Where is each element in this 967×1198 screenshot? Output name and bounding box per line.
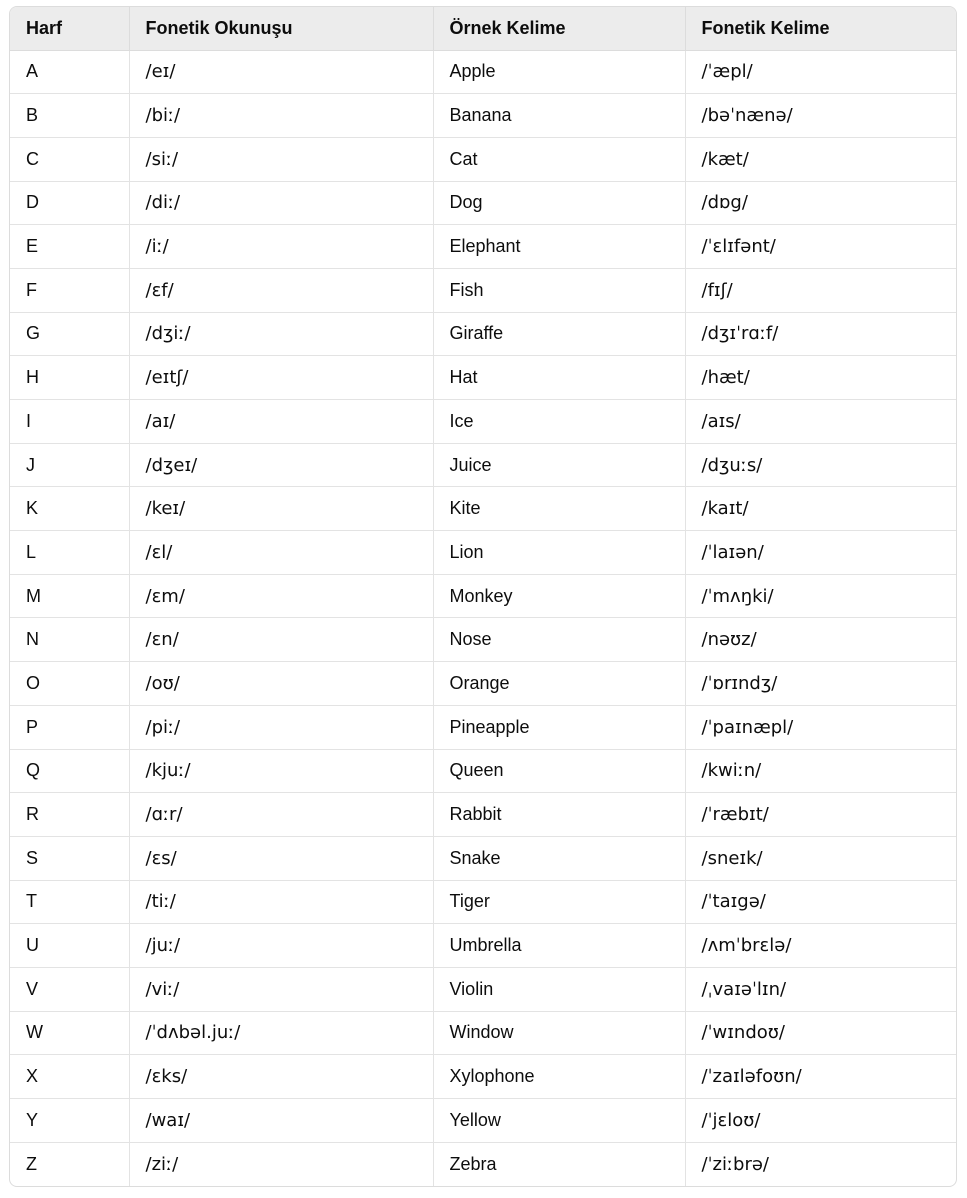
letter-cell: T bbox=[10, 880, 129, 924]
letter-phonetic-cell: /iː/ bbox=[129, 225, 433, 269]
word-phonetic-cell: /hæt/ bbox=[685, 356, 956, 400]
letter-cell: Y bbox=[10, 1099, 129, 1143]
header-row bbox=[10, 7, 956, 50]
word-phonetic-cell: /dʒuːs/ bbox=[685, 443, 956, 487]
table-row bbox=[10, 1011, 956, 1055]
example-word-cell: Zebra bbox=[433, 1142, 685, 1186]
letter-phonetic-cell: /tiː/ bbox=[129, 880, 433, 924]
letter-phonetic-cell: /waɪ/ bbox=[129, 1099, 433, 1143]
letter-cell: Z bbox=[10, 1142, 129, 1186]
letter-phonetic-cell: /dʒeɪ/ bbox=[129, 443, 433, 487]
table-row bbox=[10, 268, 956, 312]
letter-cell: Q bbox=[10, 749, 129, 793]
table-row bbox=[10, 705, 956, 749]
table-row bbox=[10, 1099, 956, 1143]
letter-cell: J bbox=[10, 443, 129, 487]
letter-phonetic-cell: /eɪ/ bbox=[129, 50, 433, 94]
header-ornek-kelime: Örnek Kelime bbox=[433, 7, 685, 50]
example-word-cell: Dog bbox=[433, 181, 685, 225]
letter-cell: H bbox=[10, 356, 129, 400]
example-word-cell: Hat bbox=[433, 356, 685, 400]
letter-cell: M bbox=[10, 574, 129, 618]
letter-phonetic-cell: /biː/ bbox=[129, 94, 433, 138]
word-phonetic-cell: /kwiːn/ bbox=[685, 749, 956, 793]
word-phonetic-cell: /dʒɪˈrɑːf/ bbox=[685, 312, 956, 356]
letter-phonetic-cell: /eɪtʃ/ bbox=[129, 356, 433, 400]
letter-cell: K bbox=[10, 487, 129, 531]
letter-cell: C bbox=[10, 137, 129, 181]
letter-cell: V bbox=[10, 967, 129, 1011]
example-word-cell: Lion bbox=[433, 531, 685, 575]
letter-cell: N bbox=[10, 618, 129, 662]
header-fonetik-kelime: Fonetik Kelime bbox=[685, 7, 956, 50]
example-word-cell: Apple bbox=[433, 50, 685, 94]
table-header bbox=[10, 7, 956, 50]
example-word-cell: Giraffe bbox=[433, 312, 685, 356]
example-word-cell: Kite bbox=[433, 487, 685, 531]
letter-cell: B bbox=[10, 94, 129, 138]
table-row bbox=[10, 836, 956, 880]
word-phonetic-cell: /ˈræbɪt/ bbox=[685, 793, 956, 837]
letter-phonetic-cell: /piː/ bbox=[129, 705, 433, 749]
example-word-cell: Nose bbox=[433, 618, 685, 662]
letter-phonetic-cell: /ɛn/ bbox=[129, 618, 433, 662]
table-row bbox=[10, 1055, 956, 1099]
table-row bbox=[10, 181, 956, 225]
table-row bbox=[10, 880, 956, 924]
table-row bbox=[10, 618, 956, 662]
alphabet-table-container bbox=[9, 6, 957, 1187]
word-phonetic-cell: /fɪʃ/ bbox=[685, 268, 956, 312]
letter-phonetic-cell: /ɛs/ bbox=[129, 836, 433, 880]
word-phonetic-cell: /sneɪk/ bbox=[685, 836, 956, 880]
example-word-cell: Monkey bbox=[433, 574, 685, 618]
table-row bbox=[10, 312, 956, 356]
word-phonetic-cell: /ˈɛlɪfənt/ bbox=[685, 225, 956, 269]
word-phonetic-cell: /kaɪt/ bbox=[685, 487, 956, 531]
header-harf: Harf bbox=[10, 7, 129, 50]
example-word-cell: Queen bbox=[433, 749, 685, 793]
table-row bbox=[10, 967, 956, 1011]
letter-cell: F bbox=[10, 268, 129, 312]
example-word-cell: Fish bbox=[433, 268, 685, 312]
letter-phonetic-cell: /dʒiː/ bbox=[129, 312, 433, 356]
example-word-cell: Cat bbox=[433, 137, 685, 181]
table-row bbox=[10, 574, 956, 618]
letter-phonetic-cell: /ɛm/ bbox=[129, 574, 433, 618]
table-row bbox=[10, 94, 956, 138]
word-phonetic-cell: /ˈtaɪgə/ bbox=[685, 880, 956, 924]
word-phonetic-cell: /ˈziːbrə/ bbox=[701, 1153, 769, 1175]
word-phonetic-cell: /ˈpaɪnæpl/ bbox=[685, 705, 956, 749]
table-row bbox=[10, 531, 956, 575]
example-word-cell: Elephant bbox=[433, 225, 685, 269]
letter-cell: X bbox=[10, 1055, 129, 1099]
letter-cell: R bbox=[10, 793, 129, 837]
example-word-cell: Yellow bbox=[433, 1099, 685, 1143]
word-phonetic-cell: /dɒg/ bbox=[685, 181, 956, 225]
table-row bbox=[10, 137, 956, 181]
letter-phonetic-cell: /oʊ/ bbox=[129, 662, 433, 706]
example-word-cell: Xylophone bbox=[433, 1055, 685, 1099]
letter-cell: D bbox=[10, 181, 129, 225]
word-phonetic-cell: /bəˈnænə/ bbox=[685, 94, 956, 138]
table-row bbox=[10, 793, 956, 837]
table-row bbox=[10, 662, 956, 706]
alphabet-phonetic-table bbox=[10, 7, 956, 1186]
example-word-cell: Ice bbox=[433, 400, 685, 444]
letter-phonetic-cell: /ɛks/ bbox=[129, 1055, 433, 1099]
word-phonetic-cell: /ʌmˈbrɛlə/ bbox=[685, 924, 956, 968]
word-phonetic-cell: /aɪs/ bbox=[685, 400, 956, 444]
letter-cell: P bbox=[10, 705, 129, 749]
letter-phonetic-cell: /ziː/ bbox=[129, 1142, 433, 1186]
example-word-cell: Umbrella bbox=[433, 924, 685, 968]
letter-phonetic-cell: /ˈdʌbəl.juː/ bbox=[129, 1011, 433, 1055]
example-word-cell: Juice bbox=[433, 443, 685, 487]
word-phonetic-cell: /ˈzaɪləfoʊn/ bbox=[685, 1055, 956, 1099]
table-row bbox=[10, 749, 956, 793]
header-fonetik-okunusu: Fonetik Okunuşu bbox=[129, 7, 433, 50]
word-phonetic-cell: /ˈjɛloʊ/ bbox=[685, 1099, 956, 1143]
word-phonetic-cell: /ˈæpl/ bbox=[685, 50, 956, 94]
table-row bbox=[10, 400, 956, 444]
table-row bbox=[10, 924, 956, 968]
letter-cell: S bbox=[10, 836, 129, 880]
table-row bbox=[10, 1142, 956, 1186]
letter-phonetic-cell: /juː/ bbox=[129, 924, 433, 968]
example-word-cell: Orange bbox=[433, 662, 685, 706]
table-row bbox=[10, 443, 956, 487]
letter-phonetic-cell: /kjuː/ bbox=[129, 749, 433, 793]
letter-cell: A bbox=[10, 50, 129, 94]
word-phonetic-cell: /ˈlaɪən/ bbox=[685, 531, 956, 575]
word-phonetic-cell: /ˌvaɪəˈlɪn/ bbox=[685, 967, 956, 1011]
letter-cell: E bbox=[10, 225, 129, 269]
letter-cell: O bbox=[10, 662, 129, 706]
letter-phonetic-cell: /ɛf/ bbox=[129, 268, 433, 312]
letter-phonetic-cell: /viː/ bbox=[129, 967, 433, 1011]
letter-cell: I bbox=[10, 400, 129, 444]
word-phonetic-cell: /kæt/ bbox=[685, 137, 956, 181]
letter-phonetic-cell: /siː/ bbox=[129, 137, 433, 181]
example-word-cell: Banana bbox=[433, 94, 685, 138]
word-phonetic-cell: /ˈwɪndoʊ/ bbox=[685, 1011, 956, 1055]
example-word-cell: Violin bbox=[433, 967, 685, 1011]
letter-cell: W bbox=[10, 1011, 129, 1055]
letter-phonetic-cell: /aɪ/ bbox=[129, 400, 433, 444]
word-phonetic-cell: /ˈmʌŋki/ bbox=[685, 574, 956, 618]
table-row bbox=[10, 225, 956, 269]
example-word-cell: Rabbit bbox=[433, 793, 685, 837]
letter-cell: L bbox=[10, 531, 129, 575]
letter-phonetic-cell: /ɑːr/ bbox=[129, 793, 433, 837]
letter-phonetic-cell: /keɪ/ bbox=[129, 487, 433, 531]
table-row bbox=[10, 487, 956, 531]
table-row bbox=[10, 356, 956, 400]
letter-phonetic-cell: /diː/ bbox=[129, 181, 433, 225]
word-phonetic-cell: /nəʊz/ bbox=[685, 618, 956, 662]
word-phonetic-cell: /ˈɒrɪndʒ/ bbox=[685, 662, 956, 706]
letter-cell: U bbox=[10, 924, 129, 968]
table-body bbox=[10, 50, 956, 1186]
letter-cell: G bbox=[10, 312, 129, 356]
example-word-cell: Tiger bbox=[433, 880, 685, 924]
example-word-cell: Pineapple bbox=[433, 705, 685, 749]
example-word-cell: Window bbox=[433, 1011, 685, 1055]
table-row bbox=[10, 50, 956, 94]
example-word-cell: Snake bbox=[433, 836, 685, 880]
letter-phonetic-cell: /ɛl/ bbox=[129, 531, 433, 575]
